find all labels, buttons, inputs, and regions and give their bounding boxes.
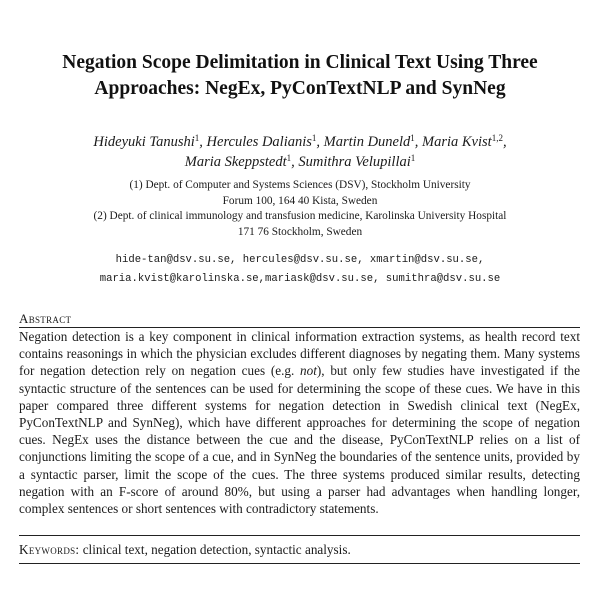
author-affiliation-mark: 1 bbox=[194, 133, 200, 143]
title-line-1: Negation Scope Delimitation in Clinical Text Using Three bbox=[62, 52, 538, 73]
keywords bbox=[19, 541, 580, 559]
abstract-body bbox=[19, 328, 580, 517]
author-affiliation-mark: 1 bbox=[410, 153, 416, 163]
author-affiliation-mark: 1,2 bbox=[491, 133, 503, 143]
author-name: Maria Kvist bbox=[422, 134, 492, 150]
author-name: Martin Duneld bbox=[323, 134, 411, 150]
paper-title bbox=[20, 50, 580, 102]
author-separator: , bbox=[199, 134, 207, 150]
author-name: Hideyuki Tanushi bbox=[93, 134, 195, 150]
title-line-2: Approaches: NegEx, PyConTextNLP and SynNeg bbox=[94, 78, 506, 99]
abstract-bottom-rule bbox=[19, 535, 580, 536]
author-separator: , bbox=[414, 134, 423, 150]
keywords-text: clinical text, negation detection, syntactic analysis. bbox=[82, 542, 351, 557]
author-name: Hercules Dalianis bbox=[206, 134, 312, 150]
keywords-label: Keywords: bbox=[19, 542, 80, 557]
affiliation-line: (2) Dept. of clinical immunology and transfusion medicine, Karolinska University Hospital bbox=[93, 210, 507, 222]
author-list bbox=[20, 132, 580, 172]
affiliation-line: Forum 100, 164 40 Kista, Sweden bbox=[222, 194, 378, 207]
author-affiliation-mark: 1 bbox=[286, 153, 292, 163]
affiliation-line: 171 76 Stockholm, Sweden bbox=[237, 225, 363, 238]
affiliations bbox=[20, 178, 580, 240]
author-affiliation-mark: 1 bbox=[410, 133, 415, 143]
author-separator: , bbox=[316, 134, 324, 150]
abstract-text: ), but only few studies have investigated if the syntactic structure of the sentences can be used for determining the scope of these cues. We have in this paper compared three different systems for negation detection in Swedish clinical text (NegEx, PyConTextNLP and SynNeg), which have different approaches for determining the scope of negation cues. NegEx uses the distance between the cue and the disease, PyConTextNLP relies on a list of conjunctions limiting the scope of a cue, and in SynNeg the boundaries of the sentence units, provided by a syntactic parser, limit the scope of the cues. The three systems produced similar results, detecting negation with an F-score of around 80%, but using a parser had advantages when handling longer, complex sentences or short sentences with contradictory statements. bbox=[19, 363, 580, 517]
author-name: Maria Skeppstedt bbox=[184, 154, 287, 170]
keywords-bottom-rule bbox=[19, 563, 580, 564]
abstract-italic-text: not bbox=[300, 363, 317, 379]
author-affiliation-mark: 1 bbox=[311, 133, 317, 143]
abstract-text: Negation detection is a key component in clinical information extraction systems, as health record text contains reasonings in which the physician excludes different diagnoses by negating them. Many systems for negation detection rely on negation cues (e.g. bbox=[19, 329, 580, 379]
author-separator: , bbox=[291, 154, 299, 170]
email-line: maria.kvist@karolinska.se,mariask@dsv.su.se, sumithra@dsv.su.se bbox=[99, 273, 501, 285]
email-line: hide-tan@dsv.su.se, hercules@dsv.su.se, xmartin@dsv.su.se, bbox=[115, 254, 485, 266]
abstract-heading: Abstract bbox=[19, 311, 72, 326]
author-separator: , bbox=[502, 134, 507, 150]
author-emails bbox=[20, 251, 580, 289]
author-name: Sumithra Velupillai bbox=[298, 154, 411, 170]
affiliation-line: (1) Dept. of Computer and Systems Sciences (DSV), Stockholm University bbox=[129, 179, 471, 191]
